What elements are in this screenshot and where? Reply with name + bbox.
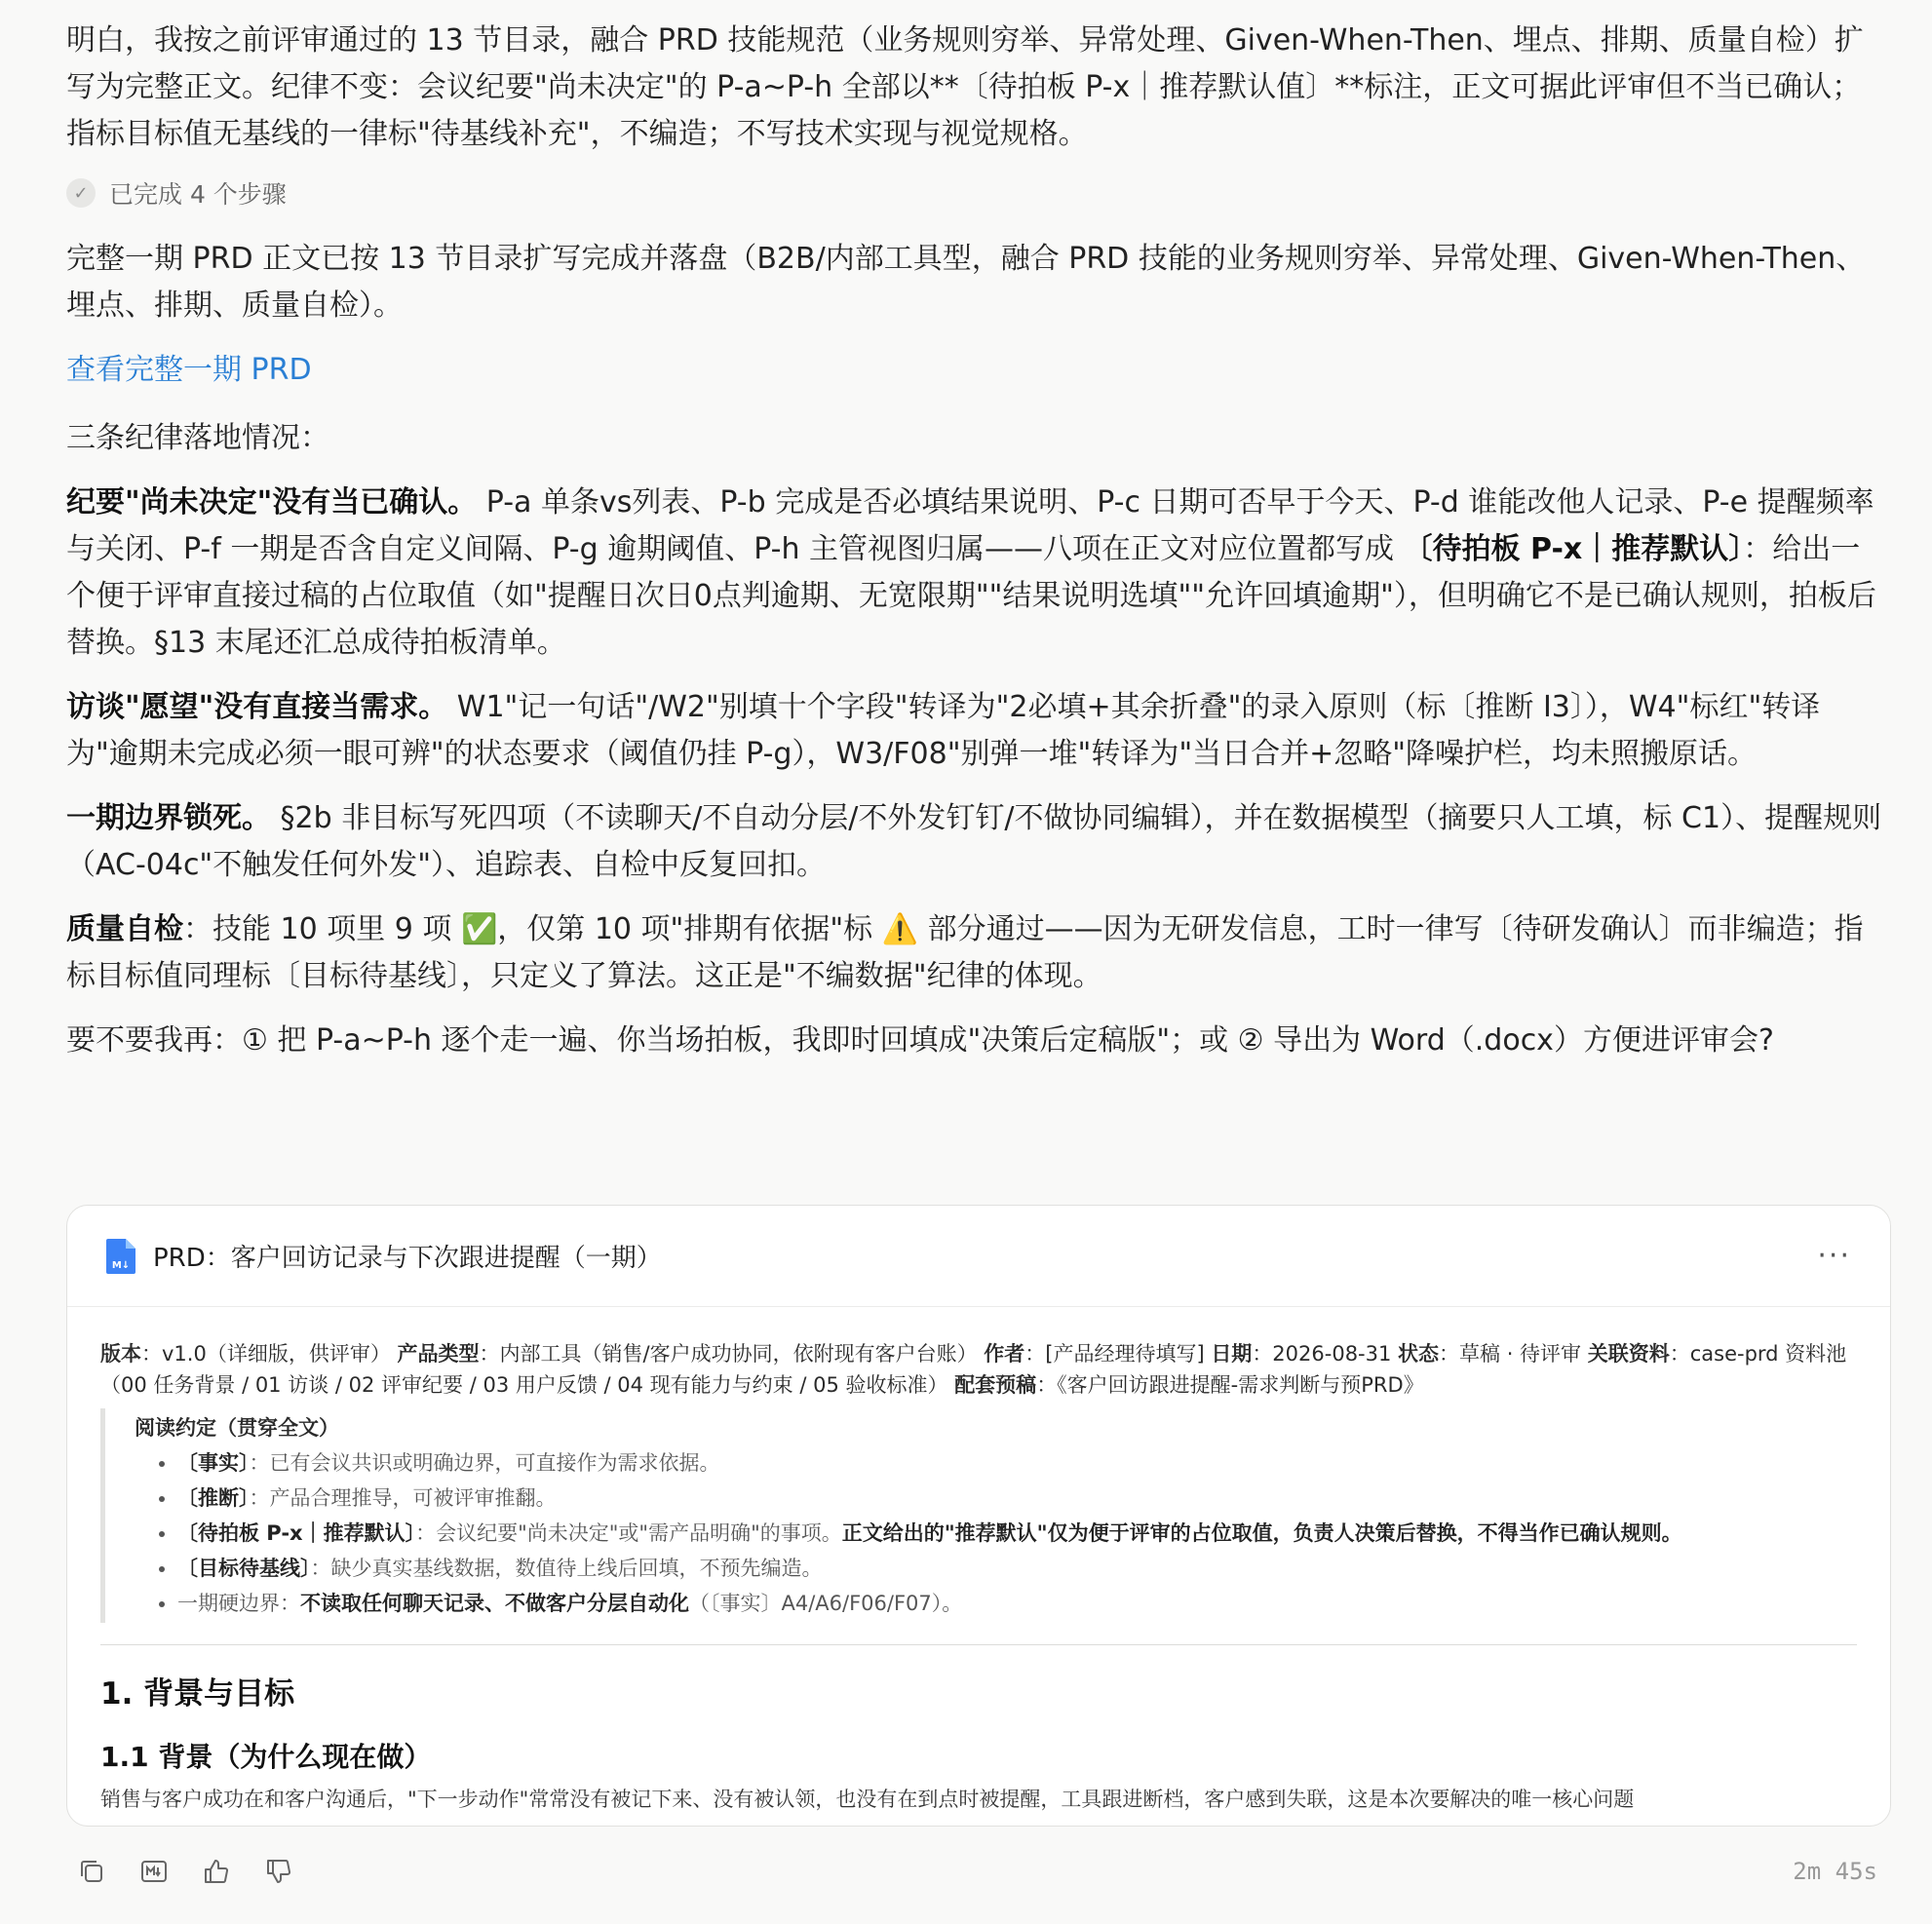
qa-paragraph [66,906,1889,1000]
reading-conventions [100,1408,1857,1623]
copy-button[interactable] [72,1852,111,1891]
divider [100,1644,1857,1645]
boundary-text: 不读取任何聊天记录、不做客户分层自动化 [300,1592,689,1615]
elapsed-time: 2m 45s [1793,1858,1877,1885]
tag-baseline-desc: ：缺少真实基线数据，数值待上线后回填，不预先编造。 [310,1557,823,1580]
rule1-paragraph [66,480,1889,667]
truncated-paragraph: 销售与客户成功在和客户沟通后，"下一步动作"常常没有被记下来、没有被认领，也没有在到点时被提醒，工具跟进断档，客户感到失联，这是本次要解决的唯一核心问题 [100,1788,1635,1811]
conventions-title: 阅读约定（贯穿全文） [135,1416,339,1440]
list-item [177,1445,1857,1481]
section-heading-1-1: 1.1 背景（为什么现在做） [100,1741,432,1773]
rule3-paragraph [66,795,1889,889]
view-prd-link[interactable]: 查看完整一期 PRD [66,353,312,387]
markdown-button[interactable] [135,1852,174,1891]
meta-version: ：v1.0（详细版，供评审） [141,1342,398,1366]
list-item [177,1551,1857,1586]
tag-pending: 〔待拍板 P-x｜推荐默认〕 [177,1521,416,1545]
check-icon: ✓ [66,178,96,208]
card-body [67,1307,1890,1814]
prd-document-card[interactable] [66,1205,1891,1827]
meta-type-label: 产品类型 [397,1342,480,1366]
meta-author-label: 作者 [984,1342,1025,1366]
message-actions [72,1852,298,1891]
tag-fact-desc: ：已有会议共识或明确边界，可直接作为需求依据。 [249,1451,720,1475]
meta-status-label: 状态 [1398,1342,1440,1366]
tag-inference-desc: ：产品合理推导，可被评审推翻。 [249,1486,557,1510]
meta-author: ：[产品经理待填写] [1024,1342,1212,1366]
card-header [67,1206,1890,1307]
intro-paragraph: 明白，我按之前评审通过的 13 节目录，融合 PRD 技能规范（业务规则穷举、异常处理、Given-When-Then、埋点、排期、质量自检）扩写为完整正文。纪律不变：会议纪要"尚未决定"的 P-a~P-h 全部以**〔待拍板 P-x｜推荐默认值〕**标注，正文可据此评审但不当已确认；指标目标值无基线的一律标"待基线补充"，不编造；不写技术实现与视觉规格。 [66,23,1864,151]
list-item [177,1586,1857,1621]
steps-toggle[interactable] [66,175,1889,211]
rule1-text-2: ：给出一个便于评审直接过稿的占位取值（如"提醒日次日0点判逾期、无宽限期""结果说明选填""允许回填逾期"），但明确它不是已确认规则，拍板后替换。§13 末尾还汇总成待拍板清单。 [66,532,1876,660]
rule1-tag: 〔待拍板 P-x｜推荐默认〕 [1403,532,1744,566]
summary-paragraph: 完整一期 PRD 正文已按 13 节目录扩写完成并落盘（B2B/内部工具型，融合 PRD 技能的业务规则穷举、异常处理、Given-When-Then、埋点、排期、质量自检）。 [66,242,1866,323]
thumbs-down-icon [264,1857,293,1886]
tag-fact: 〔事实〕 [177,1451,250,1475]
copy-icon [77,1857,106,1886]
meta-version-label: 版本 [100,1342,141,1366]
tag-baseline: 〔目标待基线〕 [177,1557,311,1580]
markdown-icon [139,1857,169,1886]
doc-meta [100,1338,1857,1401]
rule2-text: W1"记一句话"/W2"别填十个字段"转译为"2必填+其余折叠"的录入原则（标〔推断 I3〕），W4"标红"转译为"逾期未完成必须一眼可辨"的状态要求（阈值仍挂 P-g），W3/F08"别弹一堆"转译为"当日合并+忽略"降噪护栏，均未照搬原话。 [66,690,1821,771]
rule1-title: 纪要"尚未决定"没有当已确认。 [66,485,478,519]
chat-message [66,18,1889,1082]
meta-type: ：内部工具（销售/客户成功协同，依附现有客户台账） [479,1342,985,1366]
svg-text:M↓: M↓ [111,1259,131,1271]
more-options-button[interactable]: ··· [1817,1239,1851,1273]
tag-pending-note: 正文给出的"推荐默认"仅为便于评审的占位取值，负责人决策后替换，不得当作已确认规则。 [841,1521,1682,1545]
rule3-title: 一期边界锁死。 [66,801,271,835]
rules-heading: 三条纪律落地情况： [66,421,329,455]
list-item [177,1516,1857,1551]
list-item [177,1481,1857,1516]
tag-inference: 〔推断〕 [177,1486,250,1510]
question-paragraph: 要不要我再：① 把 P-a~P-h 逐个走一遍、你当场拍板，我即时回填成"决策后定稿版"；或 ② 导出为 Word（.docx）方便进评审会? [66,1023,1774,1058]
rule2-paragraph [66,684,1889,778]
boundary-tail: （〔事实〕A4/A6/F06/F07）。 [689,1592,963,1615]
rule3-text: §2b 非目标写死四项（不读聊天/不自动分层/不外发钉钉/不做协同编辑），并在数据模型（摘要只人工填，标 C1）、提醒规则（AC-04c"不触发任何外发"）、追踪表、自检中反复回扣。 [66,801,1882,882]
meta-status: ：草稿 · 待评审 [1439,1342,1588,1366]
qa-text: ：技能 10 项里 9 项 ✅，仅第 10 项"排期有依据"标 ⚠️ 部分通过——因为无研发信息，工时一律写〔待研发确认〕而非编造；指标目标值同理标〔目标待基线〕，只定义了算法。这正是"不编数据"纪律的体现。 [66,912,1864,993]
thumbs-up-icon [202,1857,231,1886]
meta-date-label: 日期 [1211,1342,1253,1366]
tag-pending-desc: ：会议纪要"尚未决定"或"需产品明确"的事项。 [415,1521,842,1545]
meta-ref-label: 关联资料 [1587,1342,1670,1366]
boundary-label: 一期硬边界： [177,1592,300,1615]
rule2-title: 访谈"愿望"没有直接当需求。 [66,690,448,724]
thumbs-down-button[interactable] [259,1852,298,1891]
qa-title: 质量自检 [66,912,183,946]
steps-label: 已完成 4 个步骤 [109,180,287,209]
meta-date: ：2026-08-31 [1252,1342,1399,1366]
meta-pre-label: 配套预稿 [954,1373,1037,1397]
markdown-file-icon [106,1239,135,1274]
card-title: PRD：客户回访记录与下次跟进提醒（一期） [153,1244,662,1273]
meta-pre: ：《客户回访跟进提醒-需求判断与预PRD》 [1036,1373,1424,1397]
meta-ref: ：case-prd 资料池（00 任务背景 / 01 访谈 / 02 评审纪要 / 03 用户反馈 / 04 现有能力与约束 / 05 验收标准） [100,1342,1847,1397]
section-heading-1: 1. 背景与目标 [100,1676,295,1712]
rule1-text: P-a 单条vs列表、P-b 完成是否必填结果说明、P-c 日期可否早于今天、P-d 谁能改他人记录、P-e 提醒频率与关闭、P-f 一期是否含自定义间隔、P-g 逾期阈值、P-h 主管视图归属——八项在正文对应位置都写成 [66,485,1874,566]
thumbs-up-button[interactable] [197,1852,236,1891]
conventions-list [135,1445,1857,1621]
